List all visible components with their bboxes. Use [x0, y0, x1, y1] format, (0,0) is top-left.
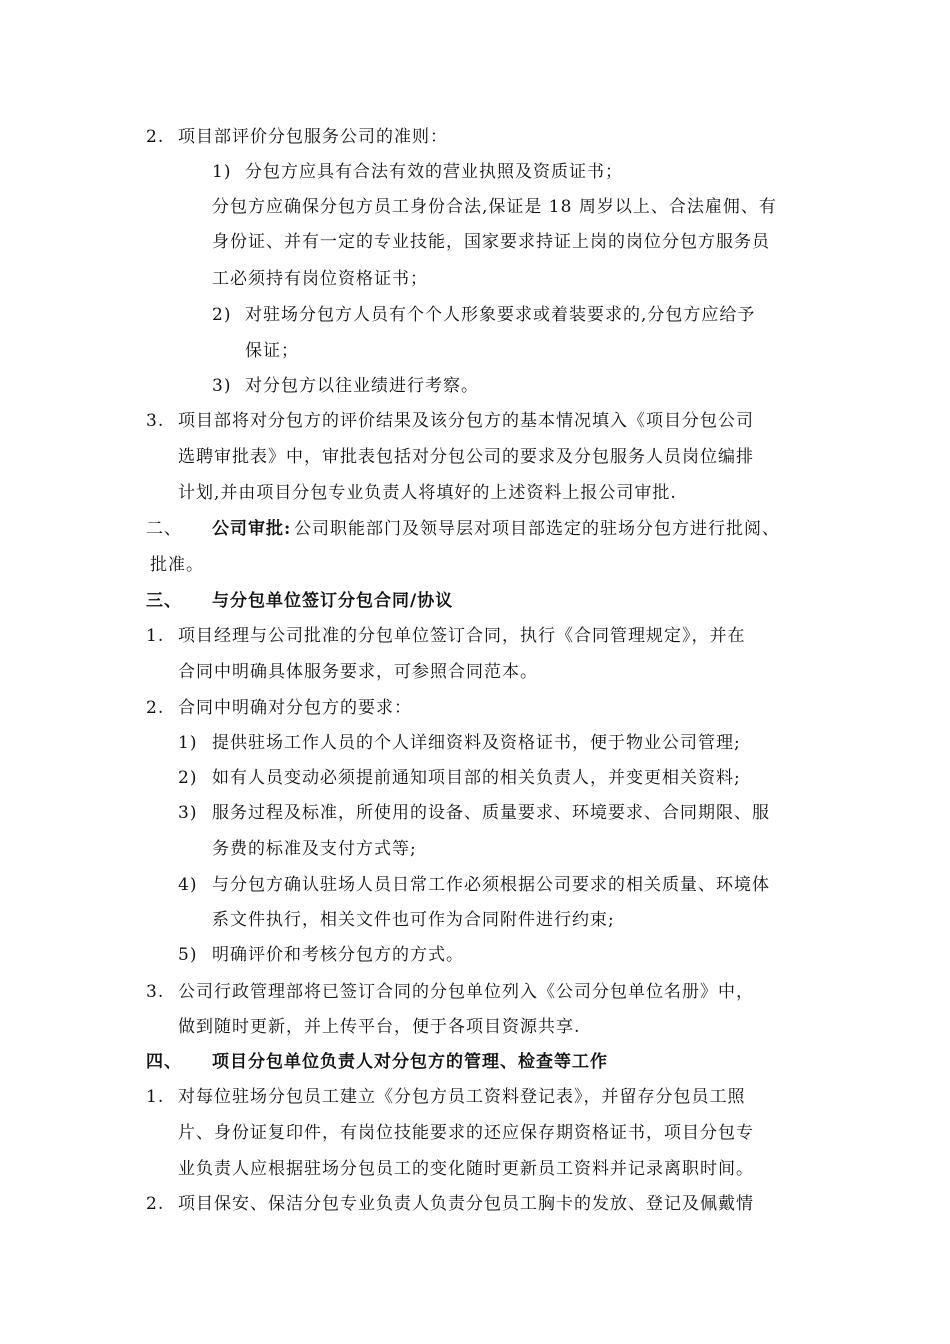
section-number: 二、 [146, 519, 182, 539]
item-text: 选聘审批表》中，审批表包括对分包公司的要求及分包服务人员岗位编排 [178, 447, 754, 467]
item-text: 项目部将对分包方的评价结果及该分包方的基本情况填入《项目分包公司 [178, 411, 754, 431]
item-number: 1) [212, 162, 232, 182]
item-text: 计划,并由项目分包专业负责人将填好的上述资料上报公司审批. [178, 483, 677, 503]
item-text: 对分包方以往业绩进行考察。 [245, 376, 479, 396]
item-number: 1. [146, 626, 165, 646]
item-text: 工必须持有岗位资格证书； [212, 269, 428, 289]
item-text: 公司行政管理部将已签订合同的分包单位列入《公司分包单位名册》中， [178, 982, 754, 1002]
section-title: 项目分包单位负责人对分包方的管理、检查等工作 [212, 1052, 608, 1072]
item-number: 3. [146, 982, 165, 1002]
item-text: 批准。 [150, 555, 204, 575]
item-text: 如有人员变动必须提前通知项目部的相关负责人，并变更相关资料; [212, 768, 741, 788]
item-text: 务费的标准及支付方式等; [212, 839, 417, 859]
item-number: 2. [146, 1194, 165, 1214]
item-text: 业负责人应根据驻场分包员工的变化随时更新员工资料并记录离职时间。 [178, 1159, 754, 1179]
item-text: 对每位驻场分包员工建立《分包方员工资料登记表》，并留存分包员工照 [178, 1087, 746, 1107]
item-text: 与分包方确认驻场人员日常工作必须根据公司要求的相关质量、环境体 [212, 875, 770, 895]
item-number: 2. [146, 127, 165, 147]
item-text: 合同中明确具体服务要求，可参照合同范本。 [178, 662, 538, 682]
item-number: 2) [212, 305, 232, 325]
item-text: 做到随时更新，并上传平台，便于各项目资源共享. [178, 1017, 581, 1037]
section-number: 四、 [146, 1052, 182, 1072]
item-text: 分包方应确保分包方员工身份合法,保证是 18 周岁以上、合法雇佣、有 [212, 197, 777, 217]
section-title: 与分包单位签订分包合同/协议 [212, 591, 454, 611]
item-text: 身份证、并有一定的专业技能，国家要求持证上岗的岗位分包方服务员 [212, 232, 770, 252]
item-text: 项目保安、保洁分包专业负责人负责分包员工胸卡的发放、登记及佩戴情 [178, 1194, 754, 1214]
item-text: 项目经理与公司批准的分包单位签订合同，执行《合同管理规定》，并在 [178, 626, 746, 646]
item-number: 1) [178, 733, 198, 753]
item-text: 分包方应具有合法有效的营业执照及资质证书； [245, 162, 623, 182]
item-number: 3) [212, 376, 232, 396]
item-number: 1. [146, 1087, 165, 1107]
item-text: 明确评价和考核分包方的方式。 [212, 945, 464, 965]
item-text: 公司职能部门及领导层对项目部选定的驻场分包方进行批阅、 [294, 519, 780, 539]
item-number: 5) [178, 945, 198, 965]
item-number: 2) [178, 768, 198, 788]
item-text: 提供驻场工作人员的个人详细资料及资格证书，便于物业公司管理; [212, 733, 741, 753]
item-number: 4) [178, 875, 198, 895]
item-text: 合同中明确对分包方的要求： [178, 698, 412, 718]
item-text: 对驻场分包方人员有个个人形象要求或着装要求的,分包方应给予 [245, 305, 756, 325]
item-text: 系文件执行，相关文件也可作为合同附件进行约束; [212, 910, 615, 930]
item-text: 保证； [245, 341, 299, 361]
item-text: 项目部评价分包服务公司的准则： [178, 127, 448, 147]
item-number: 3) [178, 803, 198, 823]
item-text: 片、身份证复印件，有岗位技能要求的还应保存期资格证书，项目分包专 [178, 1123, 754, 1143]
item-number: 2. [146, 698, 165, 718]
section-title: 公司审批: [212, 519, 292, 539]
item-number: 3. [146, 411, 165, 431]
item-text: 服务过程及标准，所使用的设备、质量要求、环境要求、合同期限、服 [212, 803, 770, 823]
section-number: 三、 [146, 591, 182, 611]
